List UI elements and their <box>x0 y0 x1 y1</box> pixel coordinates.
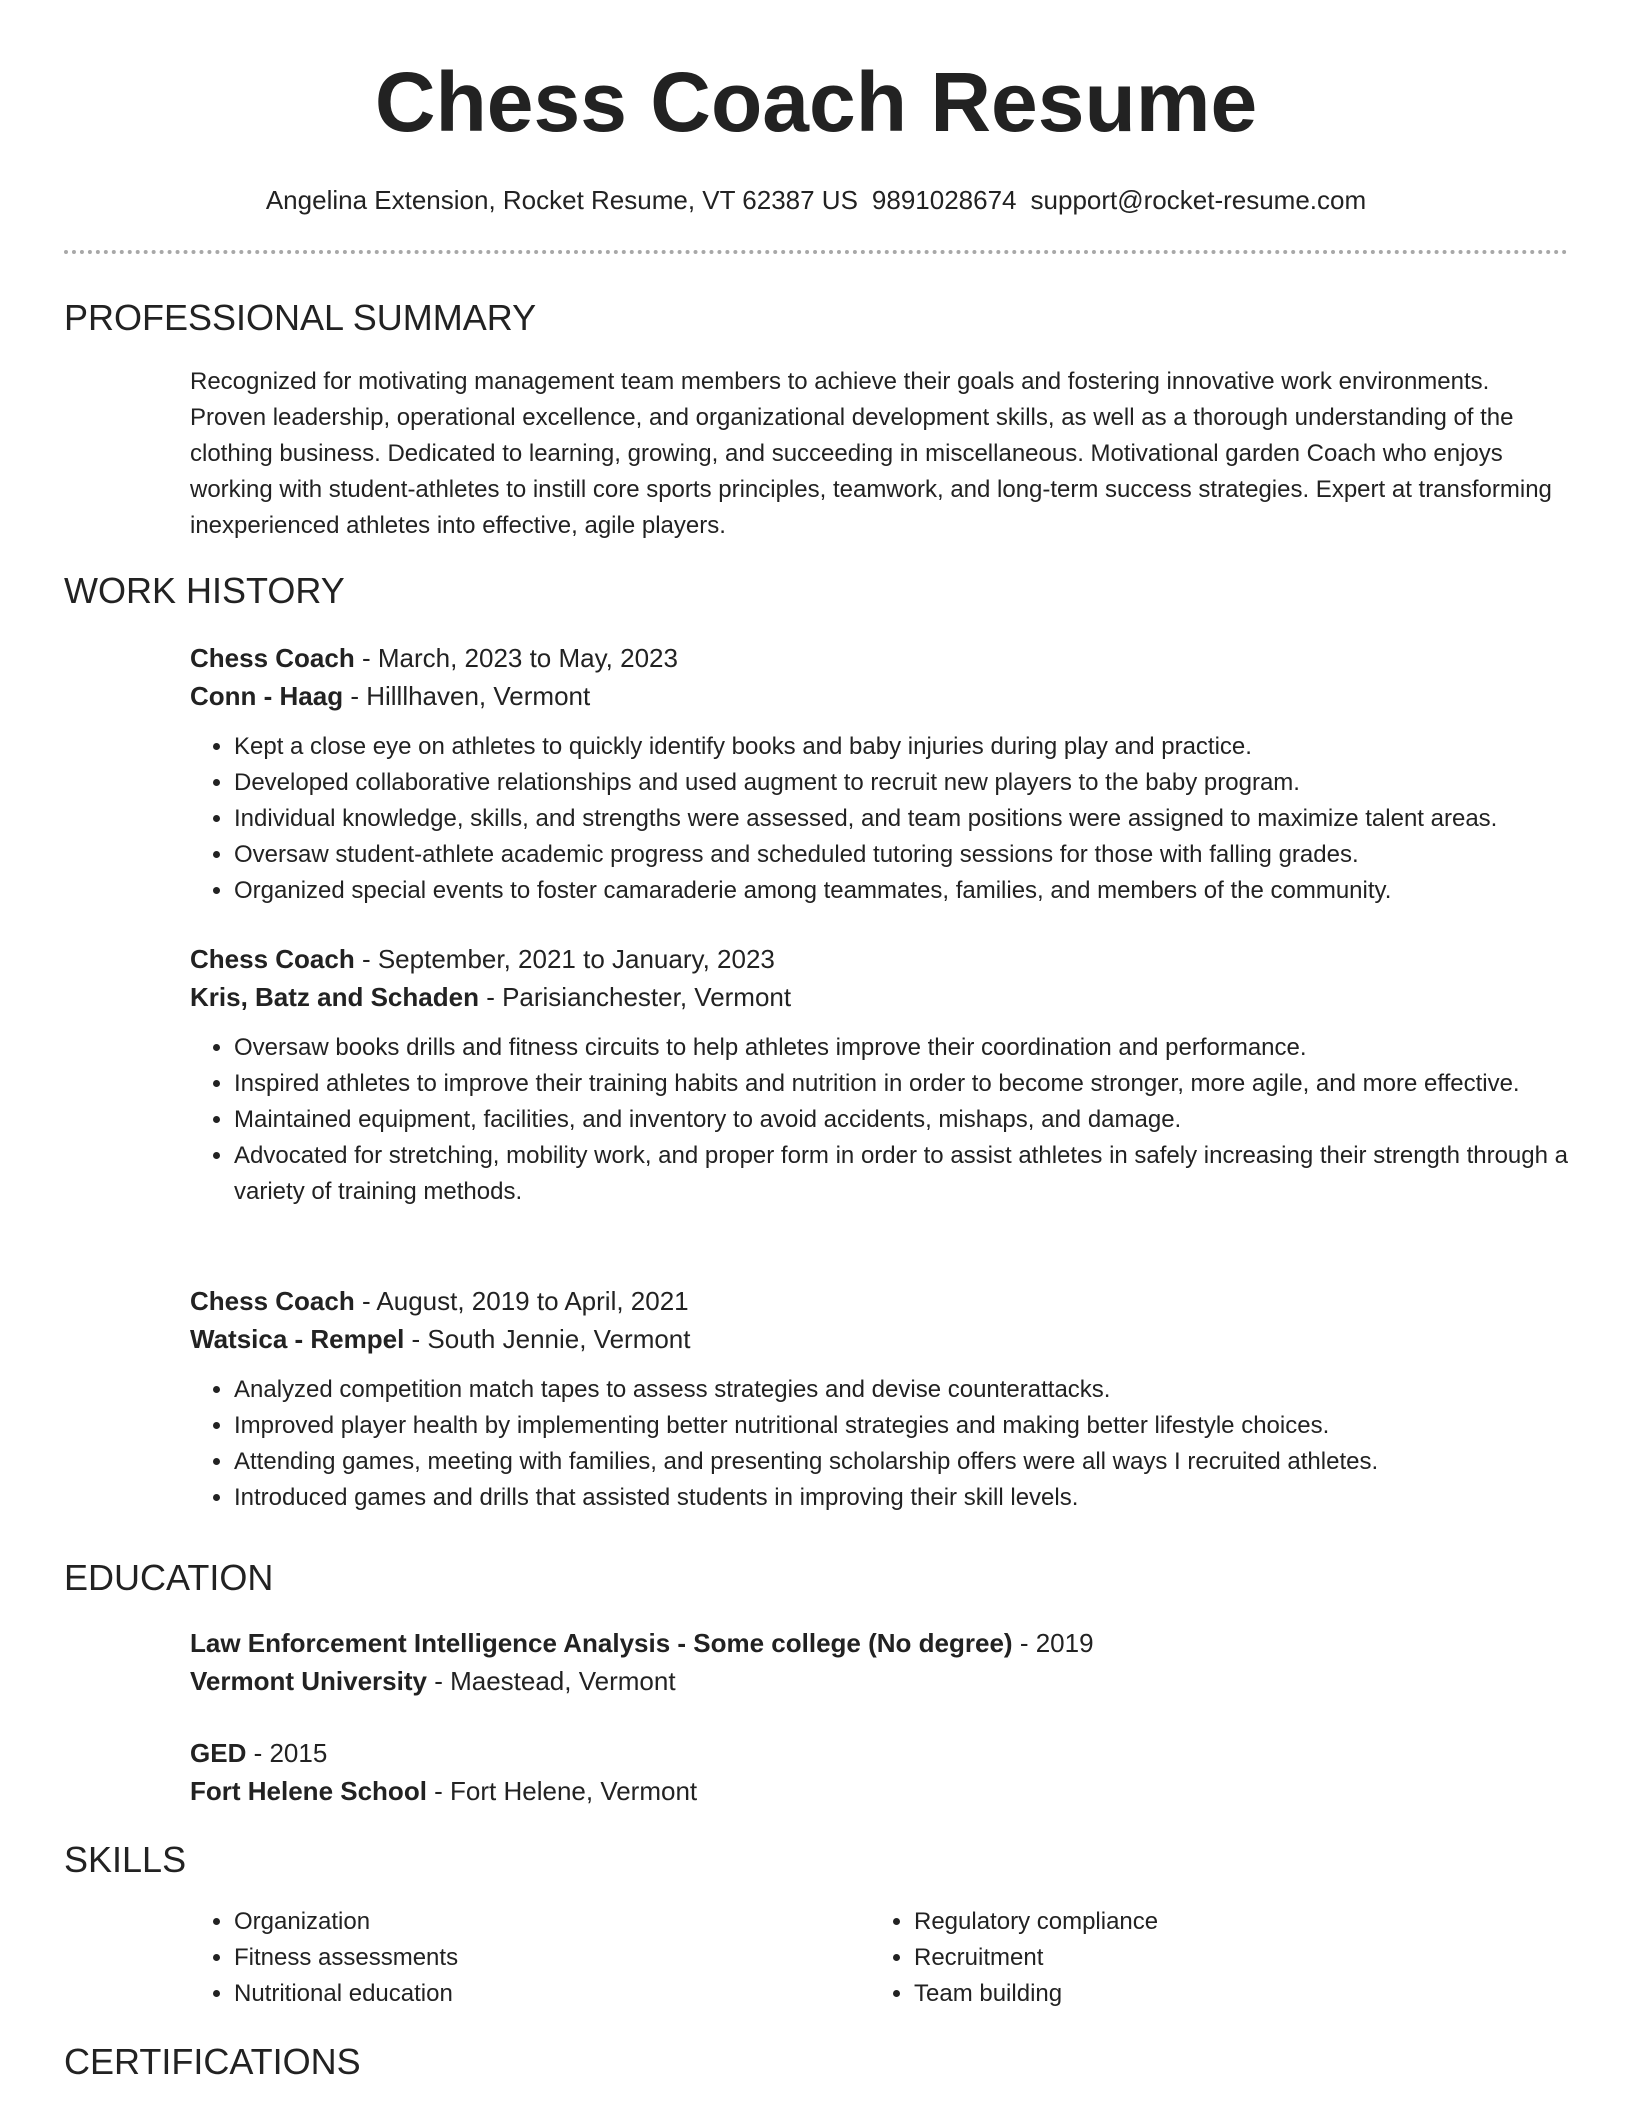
list-item: • Developed collaborative relationships and used augment to recruit new players to the baby program. <box>234 765 1570 801</box>
education-entry <box>190 1734 1570 1810</box>
education-school-line <box>190 1772 1570 1810</box>
contact-line <box>0 182 1632 218</box>
job-bullets <box>190 1030 1570 1210</box>
education-location: - Maestead, Vermont <box>426 1666 676 1696</box>
list-item: • Organization <box>234 1904 870 1940</box>
job-title: Chess Coach <box>190 643 355 673</box>
contact-phone: 9891028674 <box>871 185 1017 215</box>
job-company: Watsica - Rempel <box>190 1324 405 1354</box>
job-location: - South Jennie, Vermont <box>404 1324 691 1354</box>
summary-text: Recognized for motivating management team members to achieve their goals and fostering innovative work environments. Proven leadership, operational excellence, and organizational development skills, as well as a thorough understanding of the clothing business. Dedicated to learning, growing, and succeeding in miscellaneous. Motivational garden Coach who enjoys working with student-athletes to instill core sports principles, teamwork, and long-term success strategies. Expert at transforming inexperienced athletes into effective, agile players. <box>190 368 1552 539</box>
contact-email: support@rocket-resume.com <box>1030 185 1367 215</box>
education-school: Vermont University <box>190 1666 427 1696</box>
list-item: • Team building <box>914 1976 1550 2012</box>
list-item: • Inspired athletes to improve their training habits and nutrition in order to become stronger, more agile, and more effective. <box>234 1066 1570 1102</box>
education-degree-line <box>190 1624 1570 1662</box>
education-location: - Fort Helene, Vermont <box>426 1776 698 1806</box>
job-bullets <box>190 729 1570 909</box>
job-title-line <box>190 940 1570 978</box>
resume-title: Chess Coach Resume <box>374 55 1258 149</box>
job-title-line <box>190 1282 1570 1320</box>
list-item: • Recruitment <box>914 1940 1550 1976</box>
summary-block <box>190 364 1570 544</box>
list-item: • Analyzed competition match tapes to assess strategies and devise counterattacks. <box>234 1372 1570 1408</box>
list-item: • Improved player health by implementing better nutritional strategies and making better lifestyle choices. <box>234 1408 1570 1444</box>
job-dates: - March, 2023 to May, 2023 <box>354 643 678 673</box>
job-title: Chess Coach <box>190 1286 355 1316</box>
education-year: - 2015 <box>246 1738 328 1768</box>
education-school: Fort Helene School <box>190 1776 427 1806</box>
job-company-line <box>190 978 1570 1016</box>
job-company: Conn - Haag <box>190 681 344 711</box>
list-item: • Organized special events to foster camaraderie among teammates, families, and members of the community. <box>234 873 1570 909</box>
contact-address: Angelina Extension, Rocket Resume, VT 62387 US <box>265 185 858 215</box>
job-company-line <box>190 677 1570 715</box>
job-company: Kris, Batz and Schaden <box>190 982 479 1012</box>
education-school-line <box>190 1662 1570 1700</box>
list-item: • Individual knowledge, skills, and strengths were assessed, and team positions were assigned to maximize talent areas. <box>234 801 1570 837</box>
section-title-work: WORK HISTORY <box>64 570 345 611</box>
education-degree: GED <box>190 1738 247 1768</box>
header-divider <box>64 250 1568 254</box>
job-location: - Hilllhaven, Vermont <box>343 681 591 711</box>
job-entry <box>190 940 1570 1210</box>
job-dates: - September, 2021 to January, 2023 <box>354 944 775 974</box>
job-entry <box>190 639 1570 909</box>
section-title-skills: SKILLS <box>64 1839 187 1880</box>
job-title: Chess Coach <box>190 944 355 974</box>
skills-column-left <box>190 1904 870 2012</box>
education-year: - 2019 <box>1012 1628 1094 1658</box>
education-degree: Law Enforcement Intelligence Analysis - Some college (No degree) <box>190 1628 1013 1658</box>
education-degree-line <box>190 1734 1570 1772</box>
job-location: - Parisianchester, Vermont <box>478 982 792 1012</box>
job-company-line <box>190 1320 1570 1358</box>
list-item: • Nutritional education <box>234 1976 870 2012</box>
skills-list <box>190 1904 1570 2012</box>
job-dates: - August, 2019 to April, 2021 <box>354 1286 689 1316</box>
list-item: • Kept a close eye on athletes to quickly identify books and baby injuries during play and practice. <box>234 729 1570 765</box>
section-title-education: EDUCATION <box>64 1557 274 1598</box>
job-title-line <box>190 639 1570 677</box>
list-item: • Regulatory compliance <box>914 1904 1550 1940</box>
skills-column-right <box>870 1904 1550 2012</box>
job-entry <box>190 1282 1570 1516</box>
section-title-summary: PROFESSIONAL SUMMARY <box>64 297 537 338</box>
list-item: • Oversaw books drills and fitness circuits to help athletes improve their coordination and performance. <box>234 1030 1570 1066</box>
section-title-certifications: CERTIFICATIONS <box>64 2041 361 2082</box>
list-item: • Oversaw student-athlete academic progress and scheduled tutoring sessions for those with falling grades. <box>234 837 1570 873</box>
list-item: • Maintained equipment, facilities, and inventory to avoid accidents, mishaps, and damage. <box>234 1102 1570 1138</box>
list-item: • Introduced games and drills that assisted students in improving their skill levels. <box>234 1480 1570 1516</box>
list-item: • Advocated for stretching, mobility work, and proper form in order to assist athletes in safely increasing their strength through a variety of training methods. <box>234 1138 1570 1210</box>
education-entry <box>190 1624 1570 1700</box>
list-item: • Attending games, meeting with families, and presenting scholarship offers were all ways I recruited athletes. <box>234 1444 1570 1480</box>
list-item: • Fitness assessments <box>234 1940 870 1976</box>
job-bullets <box>190 1372 1570 1516</box>
